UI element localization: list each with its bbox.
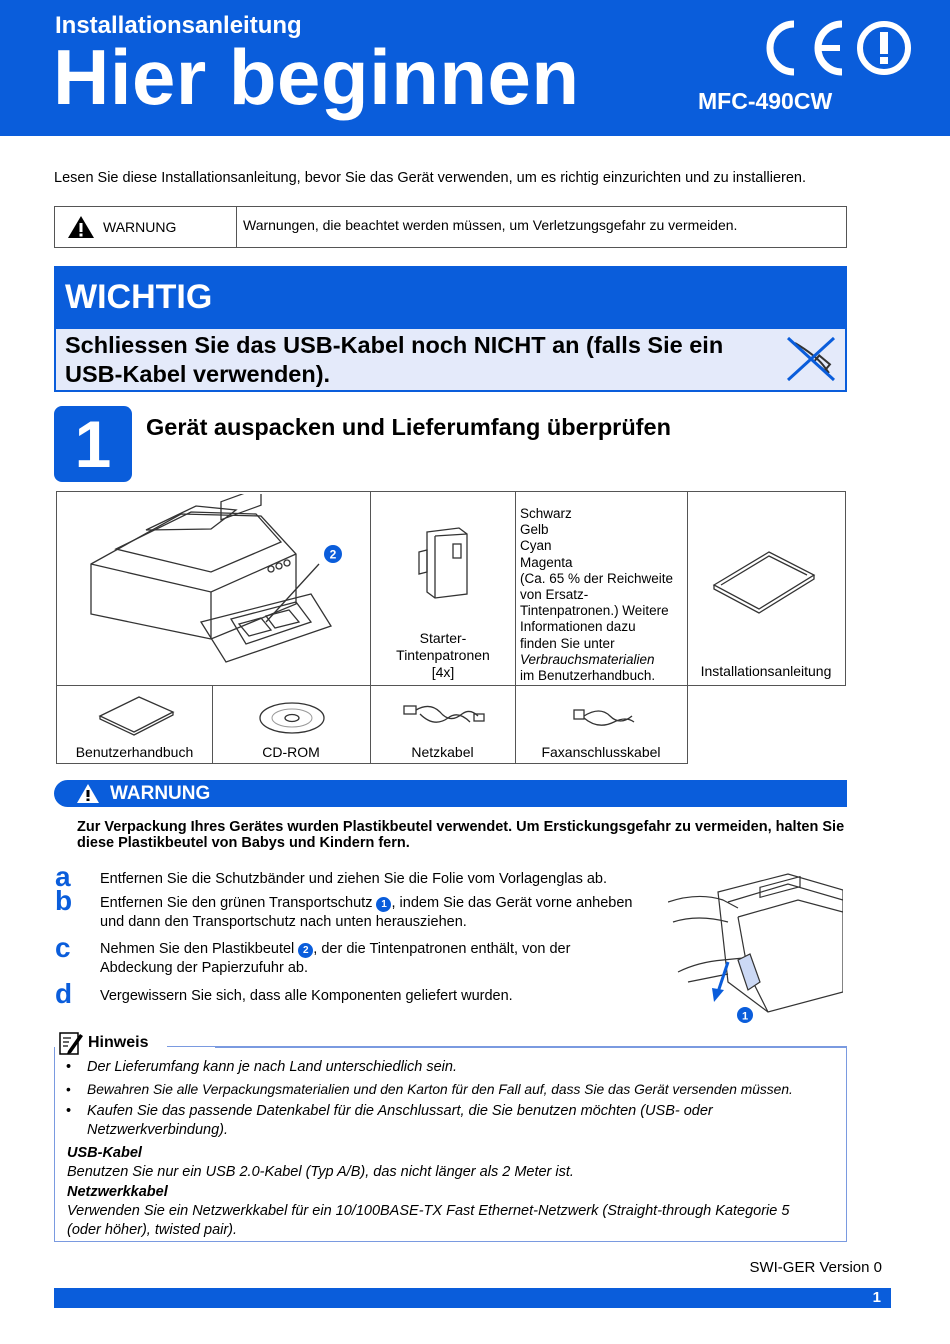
step-number: 1: [54, 406, 132, 482]
cartridge-note-6: Verbrauchsmaterialien: [520, 651, 655, 667]
warning-title: WARNUNG: [110, 783, 211, 804]
cdrom-label: CD-ROM: [262, 744, 320, 760]
power-cord-icon: [400, 698, 490, 734]
cartridges-label-2: Tintenpatronen: [396, 647, 490, 663]
step-b-text-1: Entfernen Sie den grünen Transportschutz: [100, 895, 373, 911]
cdrom-disc-icon: [257, 700, 327, 736]
cartridge-note-5: finden Sie unter: [520, 635, 615, 651]
step-d-text: Vergewissern Sie sich, dass alle Komponenten geliefert wurden.: [100, 988, 513, 1004]
user-manual-booklet-icon: [97, 694, 177, 736]
header-banner: [0, 0, 950, 136]
legend-text: Warnungen, die beachtet werden müssen, um Verletzungsgefahr zu vermeiden.: [243, 217, 738, 233]
color-black: Schwarz: [520, 506, 572, 521]
cartridges-cell: [370, 491, 516, 686]
note-header-rule: [167, 1046, 847, 1047]
callout-2: 2: [298, 943, 313, 958]
legend-label: WARNUNG: [103, 219, 177, 235]
cartridge-note-1: (Ca. 65 % der Reichweite: [520, 570, 674, 586]
fax-cable-icon: [570, 704, 640, 734]
note-network-text: Verwenden Sie ein Netzwerkkabel für ein 10/100BASE-TX Fast Ethernet-Netzwerk (Straight-through Kategorie 5 (oder höher), twisted pair).: [67, 1203, 790, 1238]
install-guide-label: Installationsanleitung: [700, 663, 832, 679]
step-c-text: [100, 940, 640, 978]
cartridge-note-7: im Benutzerhandbuch.: [520, 668, 656, 684]
callout-1: 1: [376, 897, 391, 912]
note-bullet-1: • Der Lieferumfang kann je nach Land unterschiedlich sein.: [67, 1058, 837, 1077]
important-body: [56, 329, 845, 390]
important-box: [54, 266, 847, 392]
footer-bar: [54, 1288, 891, 1308]
cdrom-cell: [212, 685, 371, 764]
printer-callout: 2: [329, 547, 337, 562]
important-title: WICHTIG: [56, 268, 845, 329]
note-title: Hinweis: [88, 1034, 149, 1051]
note-header: [55, 1030, 215, 1056]
note-bullet-2: • Bewahren Sie alle Verpackungsmaterialien und den Karton für den Fall auf, dass Sie das Gerät versenden müssen.: [67, 1080, 837, 1099]
warning-triangle-icon: [76, 783, 100, 804]
install-guide-cell: [687, 491, 846, 686]
step-b-letter: b: [55, 885, 73, 916]
page-number: 1: [872, 1289, 881, 1306]
step-c-text-2: , der die Tintenpatronen enthält, von der Abdeckung der Papierzufuhr ab.: [100, 941, 571, 976]
user-manual-cell: [56, 685, 213, 764]
note-network-heading: Netzwerkkabel: [67, 1184, 168, 1200]
intro-text: Lesen Sie diese Installationsanleitung, bevor Sie das Gerät verwenden, um es richtig einzurichten und zu installieren.: [54, 170, 807, 186]
power-cord-cell: [370, 685, 516, 764]
version-text: SWI-GER Version 0: [749, 1259, 882, 1276]
cartridge-info-cell: [515, 491, 688, 686]
color-magenta: Magenta: [520, 554, 573, 570]
ce-mark-icon: [764, 18, 914, 78]
cartridges-label-1: Starter-: [419, 630, 467, 646]
step-b-text-2: , indem Sie das Gerät vorne anheben und dann den Transportschutz nach unten herausziehen.: [100, 895, 633, 930]
printer-illustration: [61, 494, 361, 684]
model-number: MFC-490CW: [698, 88, 833, 114]
transport-protection-illustration: [668, 862, 843, 1027]
warning-triangle-icon: [67, 215, 95, 239]
cartridge-note-4: Informationen dazu: [520, 619, 636, 635]
step-title: Gerät auspacken und Lieferumfang überprüfen: [146, 414, 671, 440]
fax-cable-cell: [515, 685, 688, 764]
step-c-letter: c: [55, 932, 71, 963]
legend-label-cell: [55, 207, 237, 247]
step-a-letter: a: [55, 861, 71, 892]
install-guide-booklet-icon: [709, 547, 819, 617]
cartridges-label-3: [4x]: [431, 664, 455, 680]
fax-cable-label: Faxanschlusskabel: [541, 744, 661, 760]
user-manual-label: Benutzerhandbuch: [75, 744, 194, 760]
no-usb-cable-icon: [785, 335, 837, 383]
color-yellow: Gelb: [520, 522, 549, 538]
step-d-letter: d: [55, 978, 73, 1009]
warning-bar: [54, 780, 847, 807]
step-b-text: [100, 894, 640, 932]
ink-cartridge-icon: [409, 522, 479, 602]
note-usb-text: Benutzen Sie nur ein USB 2.0-Kabel (Typ A/B), das nicht länger als 2 Meter ist.: [67, 1164, 574, 1180]
cartridge-note-3: Tintenpatronen.) Weitere: [520, 603, 669, 619]
step-a-text: Entfernen Sie die Schutzbänder und ziehen Sie die Folie vom Vorlagenglas ab.: [100, 871, 608, 887]
note-bullet-3: • Kaufen Sie das passende Datenkabel für die Anschlussart, die Sie benutzen möchten (USB- oder Netzwerkverbindung).: [67, 1102, 807, 1140]
figure-callout: 1: [741, 1010, 749, 1023]
note-usb-heading: USB-Kabel: [67, 1145, 142, 1161]
warning-legend-table: [54, 206, 847, 248]
page-title: Hier beginnen: [53, 33, 580, 121]
header-subtitle: Installationsanleitung: [55, 12, 302, 39]
warning-text: Zur Verpackung Ihres Gerätes wurden Plastikbeutel verwendet. Um Erstickungsgefahr zu vermeiden, halten Sie diese Plastikbeutel von Babys und Kindern fern.: [77, 819, 845, 851]
note-pencil-icon: [58, 1030, 84, 1056]
important-text: Schliessen Sie das USB-Kabel noch NICHT an (falls Sie ein USB-Kabel verwenden).: [65, 332, 724, 387]
step-c-text-1: Nehmen Sie den Plastikbeutel: [100, 941, 295, 957]
printer-cell: [56, 491, 371, 686]
cartridge-note-2: von Ersatz-: [520, 587, 589, 603]
power-cord-label: Netzkabel: [411, 744, 474, 760]
color-cyan: Cyan: [520, 538, 552, 554]
